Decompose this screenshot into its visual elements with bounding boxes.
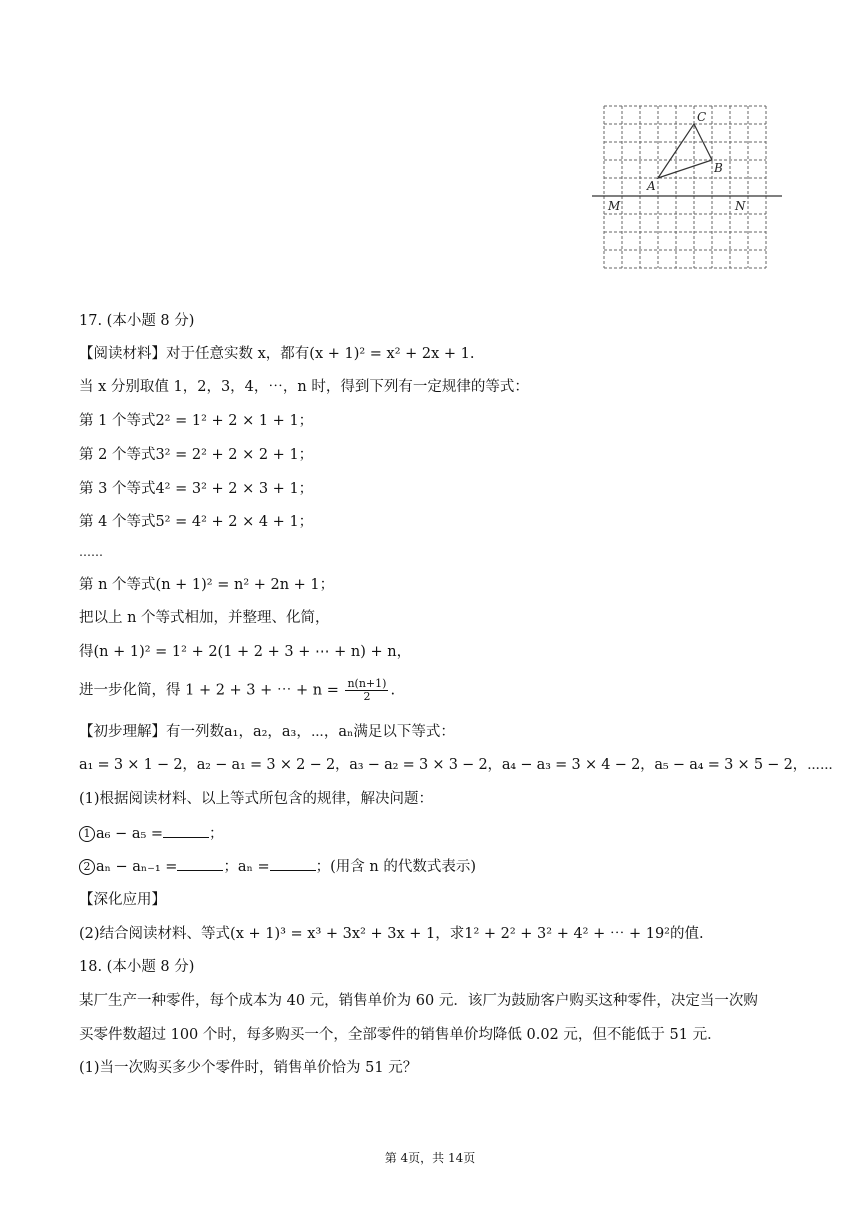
sub2-expression-a: aₙ − aₙ₋₁ = xyxy=(96,859,178,875)
fraction xyxy=(345,678,388,703)
q18-header: 18. (本小题 8 分) xyxy=(79,959,195,975)
grid xyxy=(604,106,766,268)
triangle-grid-figure xyxy=(590,100,785,275)
q17-ellipsis: …… xyxy=(79,545,103,559)
label-n: N xyxy=(735,199,746,213)
prelim-text: 有一列数a₁，a₂，a₃，⋯，aₙ满足以下等式： xyxy=(166,724,455,740)
sub2-expression-c: ；(用含 n 的代数式表示) xyxy=(315,859,476,875)
fraction-denominator: 2 xyxy=(363,690,371,703)
q17-eqn: 第 n 个等式(n + 1)² = n² + 2n + 1； xyxy=(79,577,335,593)
label-b: B xyxy=(714,161,723,175)
sub1-end: ； xyxy=(209,826,224,842)
q17-sub2 xyxy=(79,856,819,877)
q17-eq4: 第 4 个等式5² = 4² + 2 × 4 + 1； xyxy=(79,514,314,530)
triangle-abc xyxy=(658,124,712,178)
q17-reading-intro xyxy=(79,344,819,364)
simplify-suffix: . xyxy=(390,682,396,699)
label-c: C xyxy=(697,110,707,124)
q18-part1: (1)当一次购买多少个零件时，销售单价恰为 51 元？ xyxy=(79,1060,418,1076)
circled-number-1: 1 xyxy=(79,826,95,842)
q17-prelim xyxy=(79,722,819,742)
label-a: A xyxy=(647,179,656,193)
circled-number-2: 2 xyxy=(79,859,95,875)
q17-part1: (1)根据阅读材料、以上等式所包含的规律，解决问题： xyxy=(79,791,434,807)
simplify-prefix: 进一步化简，得 1 + 2 + 3 + ⋯ + n = xyxy=(79,682,344,699)
q17-when-x: 当 x 分别取值 1，2，3，4，⋯，n 时，得到下列有一定规律的等式： xyxy=(79,379,529,395)
fraction-numerator: n(n+1) xyxy=(347,677,387,690)
q17-result-line: 得(n + 1)² = 1² + 2(1 + 2 + 3 + ⋯ + n) + n， xyxy=(79,644,412,660)
q17-sequence-line: a₁ = 3 × 1 − 2，a₂ − a₁ = 3 × 2 − 2，a₃ − a₂ = 3 × 3 − 2，a₄ − a₃ = 3 × 4 − 2，a₅ − a₄ = 3 × 5 − 2，⋯⋯ xyxy=(79,757,833,773)
q17-part2: (2)结合阅读材料、等式(x + 1)³ = x³ + 3x² + 3x + 1，求1² + 2² + 3² + 4² + ⋯ + 19²的值. xyxy=(79,926,704,942)
q17-eq1: 第 1 个等式2² = 1² + 2 × 1 + 1； xyxy=(79,413,314,429)
sub2-expression-b: ；aₙ = xyxy=(223,859,270,875)
prelim-tag: 【初步理解】 xyxy=(79,724,166,740)
answer-blank-2[interactable] xyxy=(177,856,223,871)
q17-header: 17. (本小题 8 分) xyxy=(79,313,195,329)
q17-sub1 xyxy=(79,823,819,844)
q17-deep-tag: 【深化应用】 xyxy=(79,892,166,908)
q17-eq2: 第 2 个等式3² = 2² + 2 × 2 + 1； xyxy=(79,447,314,463)
sub1-expression: a₆ − a₅ = xyxy=(96,826,164,842)
q18-para2: 买零件数超过 100 个时，每多购买一个，全部零件的销售单价均降低 0.02 元，但不能低于 51 元． xyxy=(79,1027,722,1043)
label-m: M xyxy=(608,199,621,213)
q17-simplify-line xyxy=(79,678,819,703)
reading-tag: 【阅读材料】 xyxy=(79,346,166,362)
answer-blank-3[interactable] xyxy=(270,856,316,871)
q17-sum-line: 把以上 n 个等式相加，并整理、化简， xyxy=(79,610,330,626)
q18-para1: 某厂生产一种零件，每个成本为 40 元，销售单价为 60 元．该厂为鼓励客户购买这种零件，决定当一次购 xyxy=(79,993,758,1009)
reading-text: 对于任意实数 x，都有(x + 1)² = x² + 2x + 1. xyxy=(166,346,475,362)
page-footer: 第 4页，共 14页 xyxy=(384,1151,476,1165)
answer-blank-1[interactable] xyxy=(163,823,209,838)
q17-eq3: 第 3 个等式4² = 3² + 2 × 3 + 1； xyxy=(79,481,314,497)
